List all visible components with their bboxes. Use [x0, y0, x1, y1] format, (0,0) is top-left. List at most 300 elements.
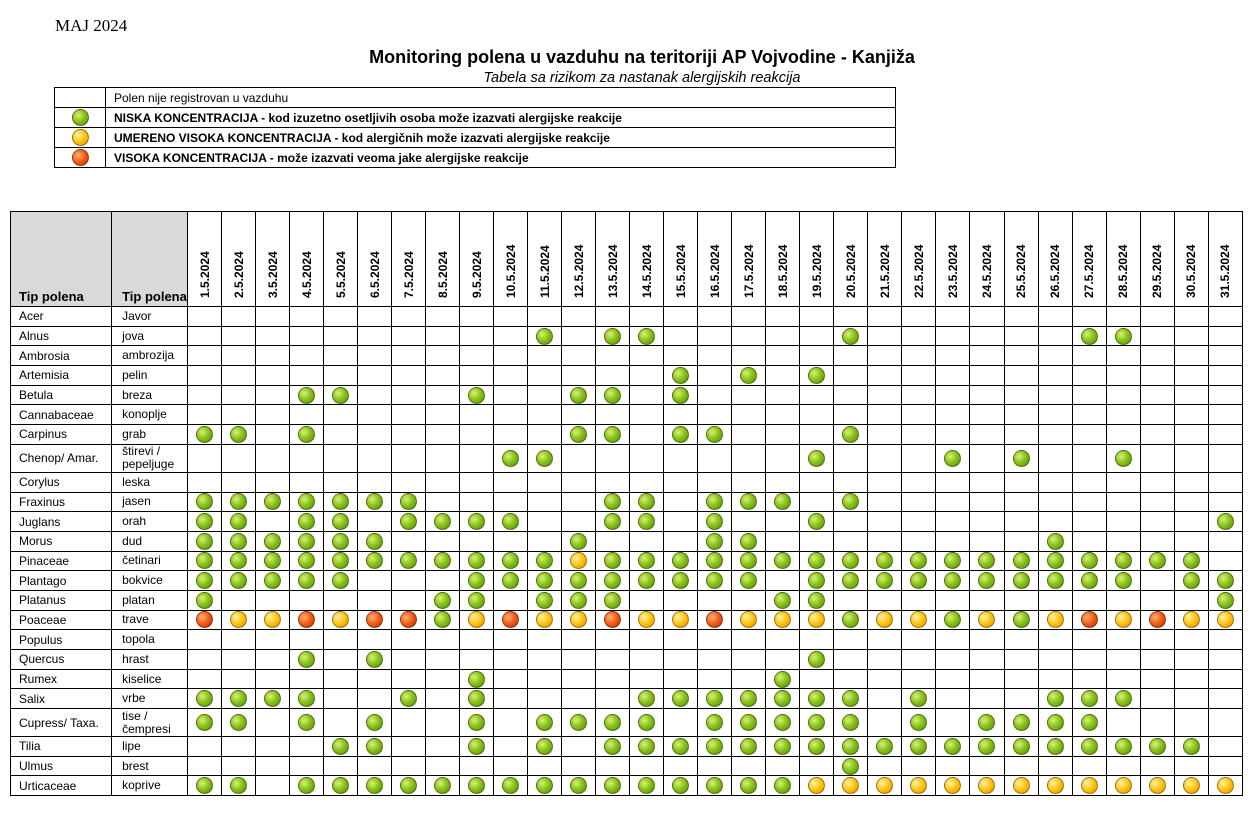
table-row — [11, 650, 1243, 670]
level-cell — [1072, 425, 1106, 445]
level-cell — [460, 492, 494, 512]
level-cell — [188, 737, 222, 757]
level-cell — [868, 650, 902, 670]
green-circle-icon — [1047, 572, 1064, 589]
date-header — [1140, 212, 1174, 307]
level-cell — [902, 405, 936, 425]
green-circle-icon — [434, 611, 451, 628]
table-row — [11, 756, 1243, 776]
level-cell — [324, 669, 358, 689]
level-cell — [392, 571, 426, 591]
level-cell — [1174, 512, 1208, 532]
green-circle-icon — [230, 426, 247, 443]
level-cell — [324, 630, 358, 650]
level-cell — [766, 709, 800, 737]
green-circle-icon — [264, 572, 281, 589]
green-circle-icon — [1013, 450, 1030, 467]
green-circle-icon — [298, 552, 315, 569]
level-cell — [392, 709, 426, 737]
green-circle-icon — [672, 690, 689, 707]
level-cell — [1174, 756, 1208, 776]
level-cell — [630, 571, 664, 591]
date-header — [358, 212, 392, 307]
green-circle-icon — [264, 533, 281, 550]
level-cell — [1174, 709, 1208, 737]
level-cell — [1004, 756, 1038, 776]
level-cell — [1140, 650, 1174, 670]
green-circle-icon — [604, 426, 621, 443]
level-cell — [392, 650, 426, 670]
level-cell — [1174, 385, 1208, 405]
level-cell — [834, 444, 868, 472]
level-cell — [1174, 571, 1208, 591]
level-cell — [528, 756, 562, 776]
level-cell — [902, 709, 936, 737]
green-circle-icon — [604, 552, 621, 569]
level-cell — [222, 346, 256, 366]
table-row — [11, 689, 1243, 709]
level-cell — [732, 346, 766, 366]
green-circle-icon — [808, 513, 825, 530]
level-cell — [460, 776, 494, 796]
green-circle-icon — [740, 714, 757, 731]
green-circle-icon — [638, 328, 655, 345]
level-cell — [1106, 385, 1140, 405]
level-cell — [324, 531, 358, 551]
date-label: 1.5.2024 — [197, 251, 212, 298]
green-circle-icon — [638, 738, 655, 755]
level-cell — [1072, 444, 1106, 472]
green-circle-icon — [876, 738, 893, 755]
date-label: 17.5.2024 — [741, 244, 756, 298]
level-cell — [1038, 444, 1072, 472]
level-cell — [528, 492, 562, 512]
pollen-latin-name: Poaceae — [11, 610, 112, 630]
green-circle-icon — [1047, 714, 1064, 731]
level-cell — [766, 776, 800, 796]
green-circle-icon — [842, 714, 859, 731]
level-cell — [392, 472, 426, 492]
green-circle-icon — [808, 651, 825, 668]
date-header — [1004, 212, 1038, 307]
pollen-latin-name: Cannabaceae — [11, 405, 112, 425]
green-circle-icon — [910, 690, 927, 707]
level-cell — [188, 385, 222, 405]
date-label: 3.5.2024 — [265, 251, 280, 298]
level-cell — [460, 366, 494, 386]
level-cell — [426, 405, 460, 425]
level-cell — [732, 689, 766, 709]
level-cell — [766, 346, 800, 366]
level-cell — [562, 425, 596, 445]
green-circle-icon — [1013, 552, 1030, 569]
level-cell — [1106, 492, 1140, 512]
level-cell — [290, 444, 324, 472]
level-cell — [222, 737, 256, 757]
date-header — [324, 212, 358, 307]
level-cell — [1106, 551, 1140, 571]
date-label: 5.5.2024 — [333, 251, 348, 298]
level-cell — [630, 669, 664, 689]
level-cell — [358, 405, 392, 425]
green-circle-icon — [298, 387, 315, 404]
date-label: 14.5.2024 — [639, 244, 654, 298]
level-cell — [494, 326, 528, 346]
level-cell — [1208, 512, 1242, 532]
level-cell — [494, 571, 528, 591]
level-cell — [188, 776, 222, 796]
level-cell — [596, 346, 630, 366]
level-cell — [698, 444, 732, 472]
level-cell — [358, 346, 392, 366]
level-cell — [970, 650, 1004, 670]
level-cell — [800, 366, 834, 386]
legend-text: VISOKA KONCENTRACIJA - može izazvati veoma jake alergijske reakcije — [106, 148, 896, 168]
green-circle-icon — [366, 552, 383, 569]
level-cell — [1038, 669, 1072, 689]
level-cell — [562, 366, 596, 386]
level-cell — [664, 444, 698, 472]
level-cell — [256, 709, 290, 737]
green-circle-icon — [638, 690, 655, 707]
level-cell — [902, 610, 936, 630]
level-cell — [1004, 385, 1038, 405]
green-circle-icon — [196, 493, 213, 510]
date-label: 11.5.2024 — [537, 245, 552, 298]
level-cell — [494, 669, 528, 689]
level-cell — [1106, 737, 1140, 757]
level-cell — [970, 492, 1004, 512]
level-cell — [1004, 326, 1038, 346]
level-cell — [1208, 571, 1242, 591]
green-circle-icon — [434, 777, 451, 794]
level-cell — [800, 492, 834, 512]
pollen-table — [10, 211, 1243, 796]
green-circle-icon — [808, 450, 825, 467]
level-cell — [664, 776, 698, 796]
level-cell — [1106, 571, 1140, 591]
level-cell — [1208, 650, 1242, 670]
date-header — [562, 212, 596, 307]
level-cell — [970, 307, 1004, 327]
pollen-local-name: bokvice — [112, 571, 188, 591]
level-cell — [936, 650, 970, 670]
level-cell — [970, 630, 1004, 650]
green-circle-icon — [230, 513, 247, 530]
pollen-latin-name: Populus — [11, 630, 112, 650]
green-circle-icon — [332, 513, 349, 530]
level-cell — [868, 610, 902, 630]
level-cell — [902, 590, 936, 610]
level-cell — [698, 650, 732, 670]
green-circle-icon — [604, 387, 621, 404]
level-cell — [1140, 709, 1174, 737]
table-row — [11, 326, 1243, 346]
level-cell — [1038, 709, 1072, 737]
level-cell — [868, 307, 902, 327]
level-cell — [1174, 610, 1208, 630]
level-cell — [834, 689, 868, 709]
level-cell — [970, 551, 1004, 571]
level-cell — [528, 650, 562, 670]
green-circle-icon — [332, 533, 349, 550]
level-cell — [426, 610, 460, 630]
green-circle-icon — [298, 572, 315, 589]
green-circle-icon — [400, 493, 417, 510]
green-circle-icon — [434, 552, 451, 569]
green-circle-icon — [570, 533, 587, 550]
level-cell — [1004, 590, 1038, 610]
green-circle-icon — [570, 777, 587, 794]
level-cell — [1072, 689, 1106, 709]
level-cell — [256, 385, 290, 405]
green-circle-icon — [230, 714, 247, 731]
table-row — [11, 737, 1243, 757]
legend-icon-cell — [55, 148, 106, 168]
level-cell — [902, 571, 936, 591]
level-cell — [868, 385, 902, 405]
level-cell — [528, 512, 562, 532]
level-cell — [902, 737, 936, 757]
level-cell — [392, 531, 426, 551]
date-label: 12.5.2024 — [571, 244, 586, 298]
level-cell — [868, 405, 902, 425]
level-cell — [1072, 709, 1106, 737]
level-cell — [1106, 709, 1140, 737]
green-circle-icon — [706, 714, 723, 731]
level-cell — [460, 512, 494, 532]
table-row — [11, 669, 1243, 689]
green-circle-icon — [1013, 738, 1030, 755]
level-cell — [596, 737, 630, 757]
level-cell — [290, 366, 324, 386]
level-cell — [460, 737, 494, 757]
green-circle-icon — [672, 738, 689, 755]
orange-circle-icon — [400, 611, 417, 628]
date-header — [256, 212, 290, 307]
green-circle-icon — [196, 714, 213, 731]
level-cell — [1004, 669, 1038, 689]
green-circle-icon — [1081, 328, 1098, 345]
level-cell — [460, 551, 494, 571]
level-cell — [460, 444, 494, 472]
date-label: 13.5.2024 — [605, 244, 620, 298]
level-cell — [596, 444, 630, 472]
level-cell — [1140, 512, 1174, 532]
level-cell — [256, 590, 290, 610]
level-cell — [1004, 531, 1038, 551]
date-label: 20.5.2024 — [843, 244, 858, 298]
level-cell — [732, 444, 766, 472]
level-cell — [1106, 776, 1140, 796]
green-circle-icon — [1115, 690, 1132, 707]
green-circle-icon — [1013, 714, 1030, 731]
level-cell — [426, 444, 460, 472]
yellow-circle-icon — [230, 611, 247, 628]
green-circle-icon — [842, 328, 859, 345]
table-row — [11, 709, 1243, 737]
pollen-local-name: jova — [112, 326, 188, 346]
level-cell — [1140, 385, 1174, 405]
yellow-circle-icon — [264, 611, 281, 628]
level-cell — [562, 346, 596, 366]
green-circle-icon — [502, 513, 519, 530]
level-cell — [426, 472, 460, 492]
level-cell — [494, 709, 528, 737]
level-cell — [902, 756, 936, 776]
green-circle-icon — [842, 738, 859, 755]
level-cell — [902, 326, 936, 346]
table-row — [11, 531, 1243, 551]
level-cell — [766, 689, 800, 709]
level-cell — [630, 366, 664, 386]
level-cell — [1004, 650, 1038, 670]
level-cell — [902, 425, 936, 445]
level-cell — [324, 444, 358, 472]
green-circle-icon — [1183, 738, 1200, 755]
level-cell — [290, 425, 324, 445]
level-cell — [664, 756, 698, 776]
level-cell — [290, 492, 324, 512]
level-cell — [494, 366, 528, 386]
level-cell — [426, 650, 460, 670]
level-cell — [970, 709, 1004, 737]
level-cell — [528, 346, 562, 366]
level-cell — [358, 650, 392, 670]
level-cell — [1140, 610, 1174, 630]
date-label: 7.5.2024 — [401, 251, 416, 298]
date-label: 24.5.2024 — [979, 244, 994, 298]
green-circle-icon — [774, 671, 791, 688]
level-cell — [800, 590, 834, 610]
level-cell — [290, 630, 324, 650]
level-cell — [562, 551, 596, 571]
green-circle-icon — [740, 572, 757, 589]
green-circle-icon — [672, 426, 689, 443]
level-cell — [426, 492, 460, 512]
legend-description: kod alergičnih može izazvati alergijske reakcije — [341, 130, 610, 145]
pollen-latin-name: Cupress/ Taxa. — [11, 709, 112, 737]
level-cell — [222, 551, 256, 571]
level-cell — [256, 776, 290, 796]
level-cell — [562, 472, 596, 492]
green-circle-icon — [1149, 552, 1166, 569]
yellow-circle-icon — [570, 552, 587, 569]
level-cell — [868, 472, 902, 492]
green-circle-icon — [434, 513, 451, 530]
level-cell — [800, 346, 834, 366]
level-cell — [1174, 405, 1208, 425]
level-cell — [834, 669, 868, 689]
level-cell — [358, 307, 392, 327]
level-cell — [664, 512, 698, 532]
green-circle-icon — [264, 493, 281, 510]
level-cell — [800, 307, 834, 327]
level-cell — [1004, 512, 1038, 532]
level-cell — [256, 405, 290, 425]
level-cell — [1208, 737, 1242, 757]
level-cell — [664, 492, 698, 512]
level-cell — [1140, 405, 1174, 425]
level-cell — [1208, 610, 1242, 630]
orange-circle-icon — [366, 611, 383, 628]
level-cell — [1208, 385, 1242, 405]
level-cell — [494, 346, 528, 366]
level-cell — [222, 756, 256, 776]
level-cell — [1038, 590, 1072, 610]
green-circle-icon — [468, 777, 485, 794]
level-cell — [562, 531, 596, 551]
level-cell — [222, 689, 256, 709]
level-cell — [1106, 669, 1140, 689]
level-cell — [1174, 650, 1208, 670]
green-circle-icon — [774, 690, 791, 707]
level-cell — [970, 571, 1004, 591]
level-cell — [358, 709, 392, 737]
green-circle-icon — [536, 450, 553, 467]
level-cell — [460, 650, 494, 670]
level-cell — [324, 709, 358, 737]
green-circle-icon — [298, 651, 315, 668]
level-cell — [290, 551, 324, 571]
level-cell — [256, 346, 290, 366]
legend-text — [106, 88, 896, 108]
level-cell — [970, 425, 1004, 445]
level-cell — [392, 366, 426, 386]
level-cell — [222, 512, 256, 532]
level-cell — [698, 756, 732, 776]
legend-description: kod izuzetno osetljivih osoba može izazvati alergijske reakcije — [268, 110, 622, 125]
level-cell — [834, 366, 868, 386]
level-cell — [426, 709, 460, 737]
level-cell — [1140, 366, 1174, 386]
level-cell — [528, 689, 562, 709]
level-cell — [1004, 405, 1038, 425]
level-cell — [630, 756, 664, 776]
green-circle-icon — [570, 426, 587, 443]
green-circle-icon — [910, 738, 927, 755]
level-cell — [188, 307, 222, 327]
level-cell — [256, 551, 290, 571]
level-cell — [800, 425, 834, 445]
green-circle-icon — [706, 493, 723, 510]
level-cell — [256, 444, 290, 472]
level-cell — [324, 405, 358, 425]
level-cell — [970, 346, 1004, 366]
level-cell — [494, 650, 528, 670]
level-cell — [970, 590, 1004, 610]
level-cell — [1072, 366, 1106, 386]
green-circle-icon — [1081, 572, 1098, 589]
level-cell — [358, 366, 392, 386]
green-circle-icon — [706, 533, 723, 550]
green-circle-icon — [196, 533, 213, 550]
table-row — [11, 385, 1243, 405]
pollen-local-name: tise / čempresi — [112, 709, 188, 737]
level-cell — [562, 630, 596, 650]
level-cell — [222, 776, 256, 796]
green-circle-icon — [536, 777, 553, 794]
level-cell — [528, 307, 562, 327]
level-cell — [732, 472, 766, 492]
green-circle-icon — [740, 552, 757, 569]
level-cell — [324, 551, 358, 571]
level-cell — [664, 610, 698, 630]
level-cell — [1174, 307, 1208, 327]
orange-circle-icon — [196, 611, 213, 628]
level-cell — [528, 571, 562, 591]
level-cell — [970, 737, 1004, 757]
